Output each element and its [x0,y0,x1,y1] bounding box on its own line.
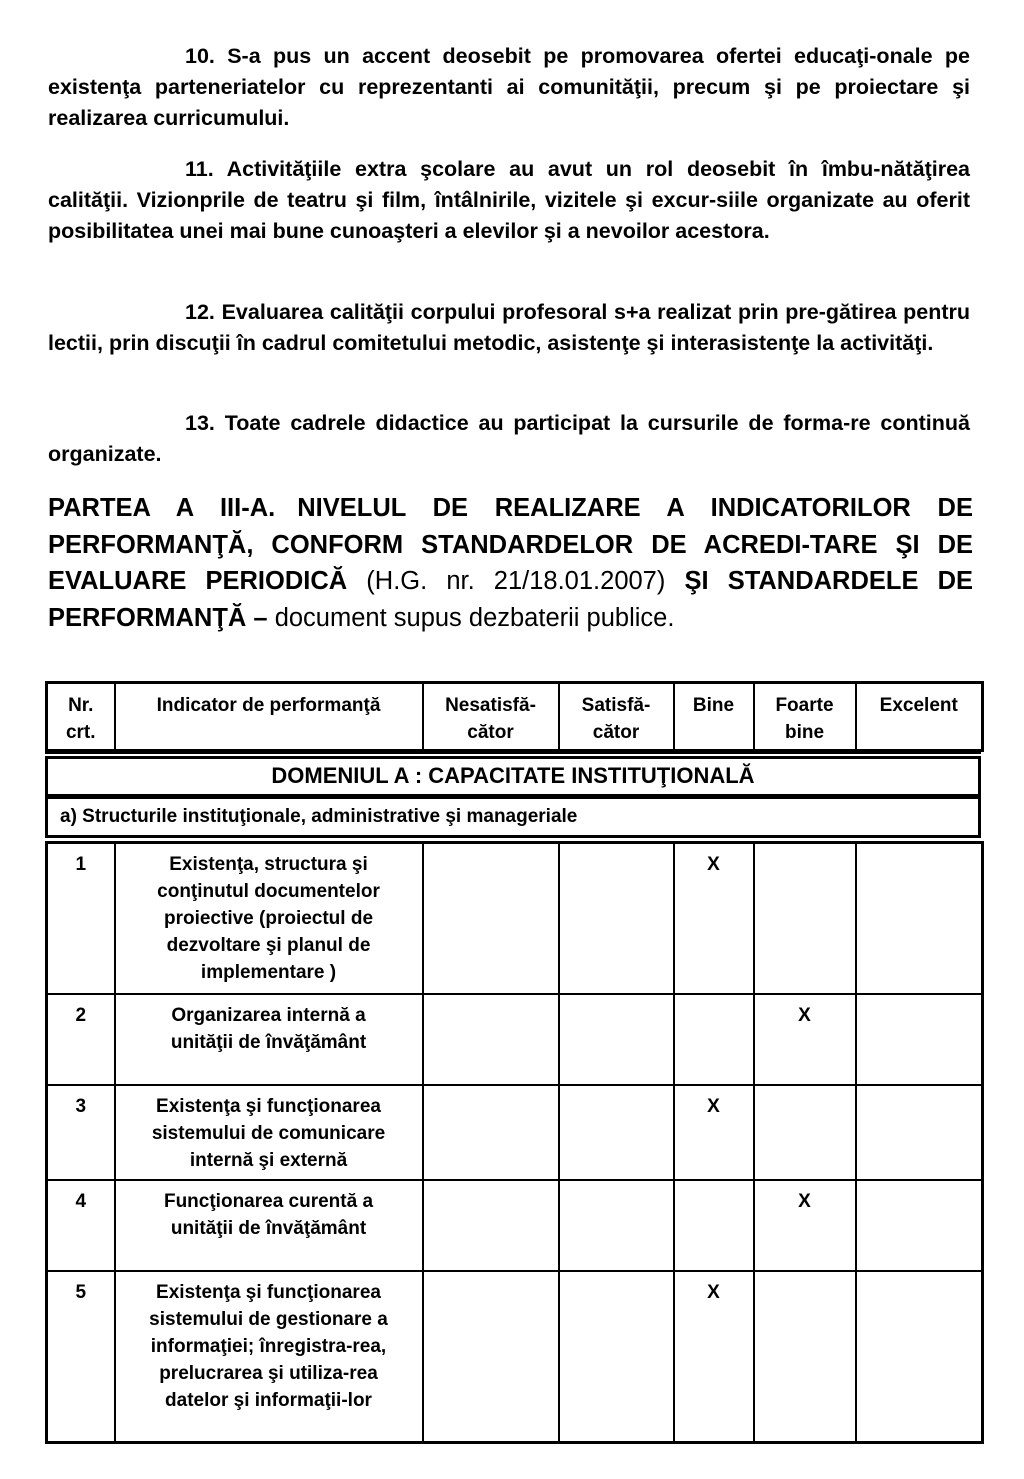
heading-note: document supus dezbaterii publice. [274,603,675,632]
paragraph-10 [48,41,970,134]
cell-bine-mark: X [674,1271,754,1443]
row-indicator: Existenţa şi funcţionarea sistemului de comunicare internă şi externă [115,1085,423,1180]
header-row [47,683,983,751]
header-satisfacator: Satisfă-cător [559,683,674,751]
paragraph-number: 11. [185,157,214,181]
cell-foarte-bine [754,1271,856,1443]
cell-bine-mark: X [674,1085,754,1180]
paragraph-number: 13. [185,411,215,435]
cell-foarte-bine [754,1085,856,1180]
cell-excelent [856,843,983,994]
table-row [47,1085,983,1180]
row-nr: 3 [47,1085,115,1180]
cell-bine [674,1180,754,1271]
cell-satisfacator [559,1085,674,1180]
paragraph-text: Evaluarea calităţii corpului profesoral s+a realizat prin pre-gătirea pentru lectii, prin discuţii în cadrul comitetului metodic, asistenţe şi interasistenţe la activităţi. [48,300,970,355]
cell-foarte-bine [754,843,856,994]
cell-satisfacator [559,843,674,994]
header-bine: Bine [674,683,754,751]
divider [45,752,981,754]
header-nr: Nr. crt. [47,683,115,751]
heading-title: NIVELUL DE REALIZARE A INDICATORILOR DE PERFORMANŢĂ, CONFORM STANDARDELOR DE ACREDI-TARE ŞI DE EVALUARE PERIODICĂ [48,494,973,595]
subdomain-title: a) Structurile instituţionale, administrative şi manageriale [45,797,981,838]
cell-foarte-bine-mark: X [754,994,856,1085]
heading-reference: (H.G. nr. 21/18.01.2007) [366,567,666,595]
row-nr: 1 [47,843,115,994]
cell-excelent [856,1085,983,1180]
header-foarte-bine: Foarte bine [754,683,856,751]
row-nr: 5 [47,1271,115,1443]
paragraph-12 [48,297,970,359]
cell-nesatisfacator [423,1271,559,1443]
cell-satisfacator [559,994,674,1085]
cell-nesatisfacator [423,1085,559,1180]
cell-foarte-bine-mark: X [754,1180,856,1271]
cell-nesatisfacator [423,843,559,994]
cell-excelent [856,994,983,1085]
paragraph-13 [48,408,970,470]
header-excelent: Excelent [856,683,983,751]
paragraph-text: Activităţiile extra şcolare au avut un rol deosebit în îmbu-nătăţirea calităţii. Vizionprile de teatru şi film, întâlnirile, vizitele şi excur-siile organizate au oferit posibilitatea unei mai bune cunoaşteri a elevilor şi a nevoilor acestora. [48,157,970,243]
table-row [47,994,983,1085]
table-row [47,843,983,994]
header-nesatisfacator: Nesatisfă-cător [423,683,559,751]
cell-satisfacator [559,1271,674,1443]
cell-nesatisfacator [423,1180,559,1271]
cell-nesatisfacator [423,994,559,1085]
section-heading [48,490,973,636]
paragraph-number: 12. [185,300,215,324]
row-indicator: Funcţionarea curentă a unităţii de învăţământ [115,1180,423,1271]
cell-bine-mark: X [674,843,754,994]
paragraph-text: Toate cadrele didactice au participat la cursurile de forma-re continuă organizate. [48,411,970,466]
row-indicator: Existenţa, structura şi conţinutul documentelor proiective (proiectul de dezvoltare şi planul de implementare ) [115,843,423,994]
heading-title-2: ŞI STANDARDELE DE PERFORMANŢĂ – [48,567,974,632]
cell-excelent [856,1271,983,1443]
table-header [45,681,984,752]
paragraph-number: 10. [185,44,215,68]
paragraph-11 [48,154,970,247]
row-nr: 2 [47,994,115,1085]
row-nr: 4 [47,1180,115,1271]
cell-bine [674,994,754,1085]
domain-title: DOMENIUL A : CAPACITATE INSTITUŢIONALĂ [45,756,981,797]
table-row [47,1180,983,1271]
cell-excelent [856,1180,983,1271]
indicator-table [45,841,984,1444]
row-indicator: Existenţa şi funcţionarea sistemului de gestionare a informaţiei; înregistra-rea, prelucrarea şi utiliza-rea datelor şi informaţii-lor [115,1271,423,1443]
header-indicator: Indicator de performanţă [115,683,423,751]
paragraph-text: S-a pus un accent deosebit pe promovarea ofertei educaţi-onale pe existenţa parteneriatelor cu reprezentanti ai comunităţii, precum şi pe proiectare şi realizarea curricumului. [48,44,970,130]
row-indicator: Organizarea internă a unităţii de învăţământ [115,994,423,1085]
heading-part: PARTEA A III-A. [48,494,276,522]
table-row [47,1271,983,1443]
cell-satisfacator [559,1180,674,1271]
